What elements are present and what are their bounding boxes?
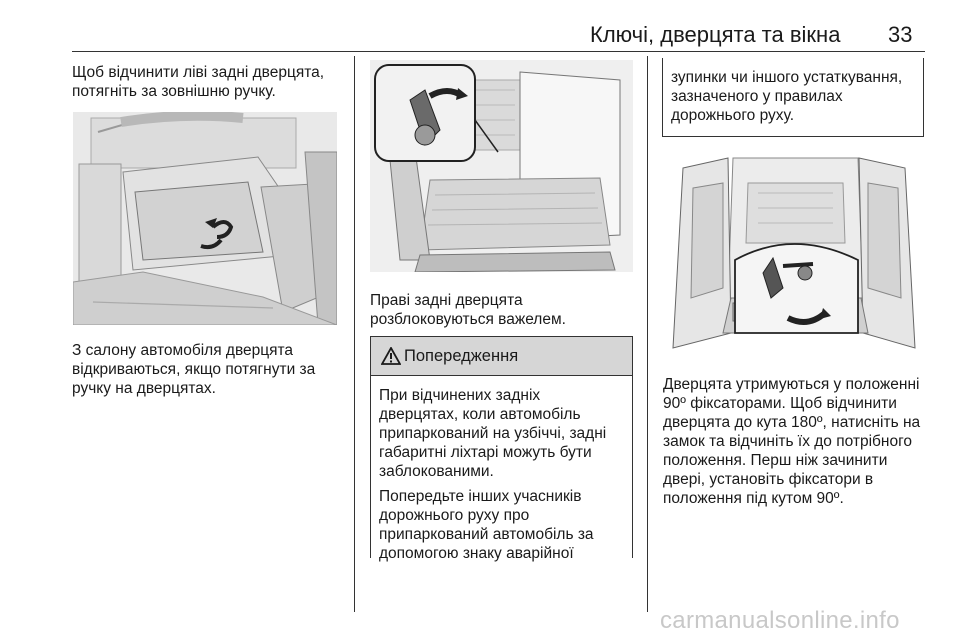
column-divider xyxy=(647,56,648,612)
warning-title: Попередження xyxy=(404,346,519,365)
header-rule xyxy=(72,51,925,52)
rear-right-door-lever-illustration xyxy=(370,60,633,272)
left-caption-text: З салону автомобіля дверцята відкриваються, якщо потягнути за ручку на дверцятах. xyxy=(72,342,316,397)
warning-continuation-box: зупинки чи іншого устаткування, зазначеного у правилах дорожнього руху. xyxy=(662,58,924,137)
page-number: 33 xyxy=(888,22,913,47)
interior-door-handle-illustration xyxy=(73,112,337,325)
column-divider xyxy=(354,56,355,612)
warning-header xyxy=(371,337,632,376)
warning-paragraph: При відчинених задніх дверцятах, коли автомобіль припаркований на узбіччі, задні габаритні ліхтарі можуть бути заблокованими. xyxy=(379,387,607,480)
page-title: Ключі, дверцята та вікна xyxy=(590,22,841,47)
left-intro-text: Щоб відчинити ліві задні дверцята, потягніть за зовнішню ручку. xyxy=(72,64,325,100)
warning-triangle-icon xyxy=(381,347,401,365)
warning-box xyxy=(370,336,633,562)
right-body-text: Дверцята утримуються у положенні 90º фіксаторами. Щоб відчинити дверцята до кута 180º, натисніть на замок та відчиніть їх до потрібного положення. Перш ніж зачинити двері, установіть фіксатори в положення під кутом 90º. xyxy=(663,376,921,507)
rear-doors-open-illustration xyxy=(663,148,925,361)
warning-body xyxy=(371,376,632,563)
warning-paragraph: Попередьте інших учасників дорожнього руху про припаркований автомобіль за допомогою знаку аварійної xyxy=(379,488,594,562)
watermark: carmanualsonline.info xyxy=(660,607,900,634)
middle-caption-text: Праві задні дверцята розблоковуються важелем. xyxy=(370,292,566,328)
